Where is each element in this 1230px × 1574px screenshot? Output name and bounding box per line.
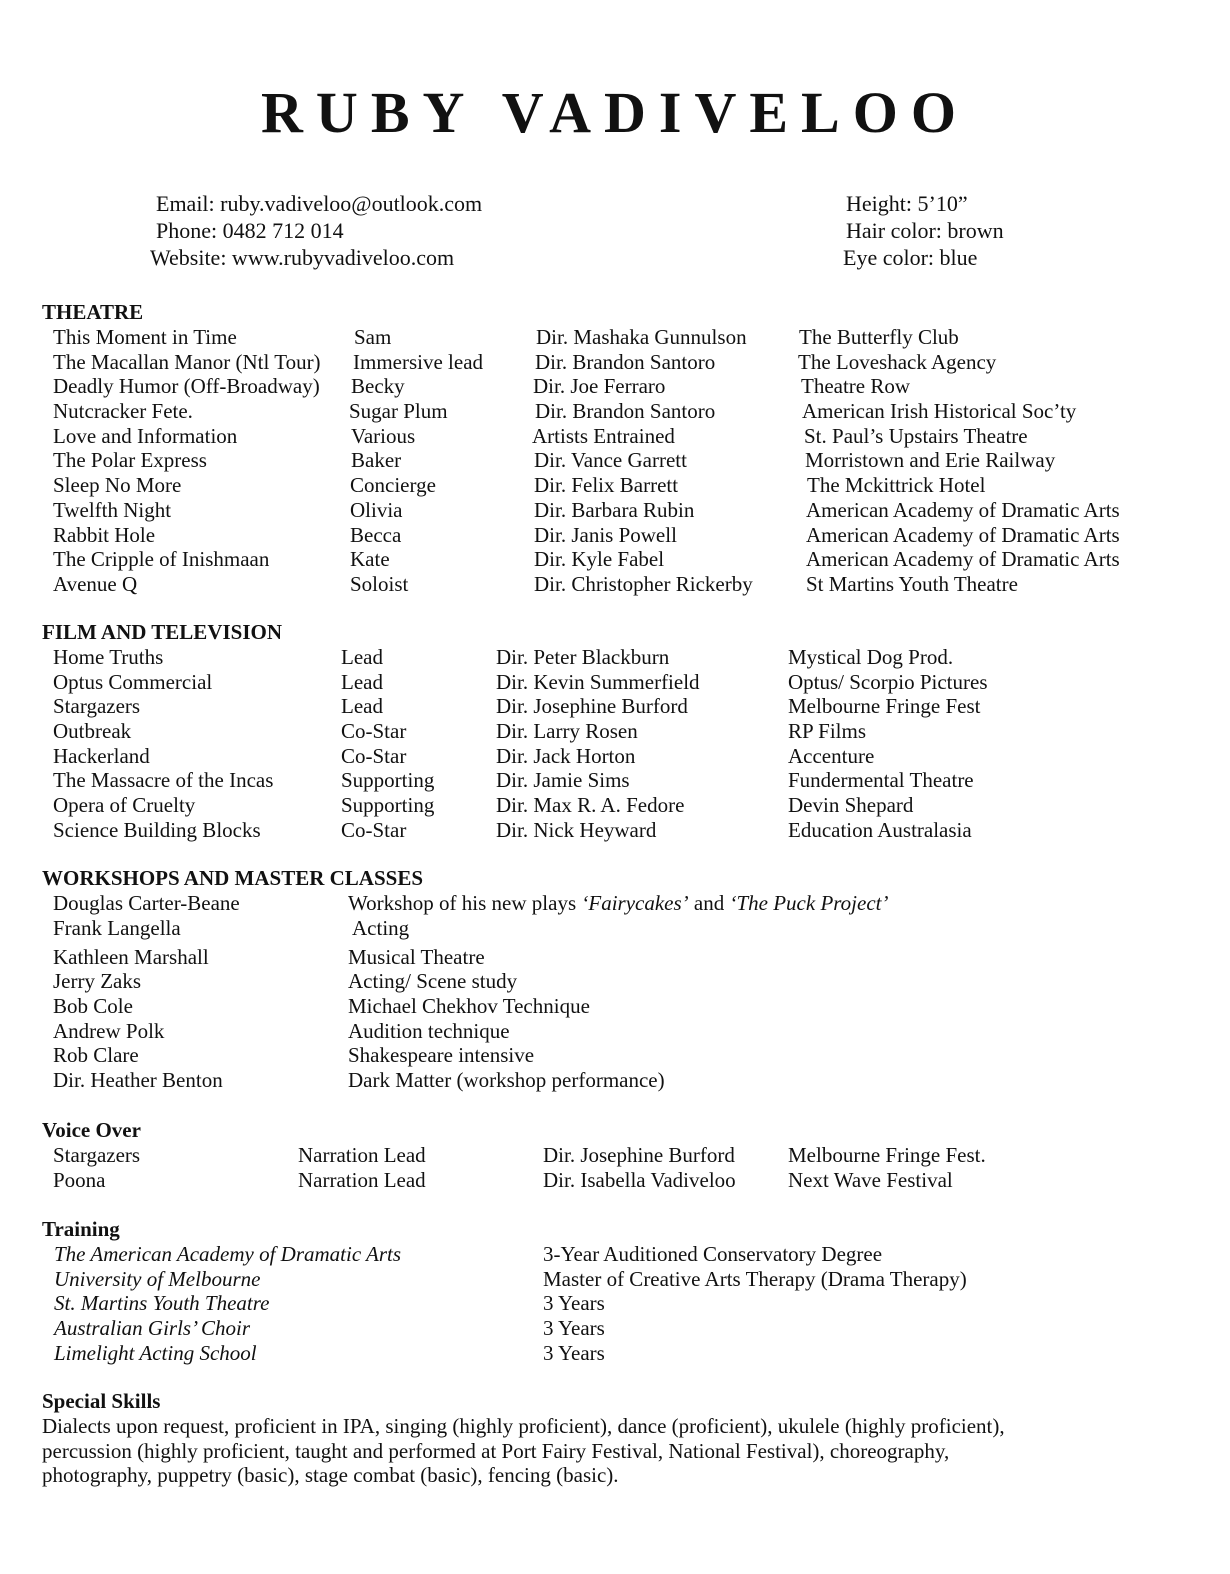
resume-name: RUBY VADIVELOO — [261, 80, 969, 145]
director: Dir. Larry Rosen — [496, 719, 638, 744]
role: Sugar Plum — [349, 399, 448, 424]
role: Immersive lead — [353, 349, 484, 374]
list-item — [42, 891, 1192, 916]
role: Various — [351, 423, 416, 448]
director: Dir. Brandon Santoro — [535, 349, 716, 374]
workshop-subject: Acting/ Scene study — [348, 969, 518, 994]
theatre-section — [42, 300, 1192, 597]
list-item — [42, 1316, 1192, 1341]
program: 3 Years — [543, 1316, 605, 1341]
list-item — [42, 473, 1192, 498]
production-title: Optus Commercial — [53, 669, 213, 694]
workshop-list — [42, 916, 1192, 1093]
list-item — [42, 547, 1192, 572]
website-line: Website: www.rubyvadiveloo.com — [150, 245, 455, 270]
hair-color-line: Hair color: brown — [846, 218, 1004, 243]
production-title: The Polar Express — [53, 448, 207, 473]
teacher-name: Rob Clare — [53, 1043, 139, 1068]
director: Dir. Jack Horton — [496, 743, 636, 768]
production-company: RP Films — [788, 719, 867, 744]
production-title: This Moment in Time — [53, 325, 237, 349]
director: Dir. Kevin Summerfield — [496, 669, 700, 694]
teacher-name: Bob Cole — [53, 994, 133, 1019]
director: Dir. Barbara Rubin — [534, 497, 695, 522]
venue: American Academy of Dramatic Arts — [806, 522, 1120, 547]
director: Dir. Nick Heyward — [496, 817, 657, 842]
role: Sam — [354, 325, 392, 349]
list-item — [42, 719, 1192, 744]
teacher-name: Andrew Polk — [53, 1018, 165, 1043]
venue: St. Paul’s Upstairs Theatre — [804, 423, 1028, 448]
production-title: Science Building Blocks — [53, 817, 261, 842]
list-item — [42, 945, 1192, 970]
role: Baker — [351, 448, 402, 473]
list-item — [42, 994, 1192, 1019]
teacher-name: Douglas Carter-Beane — [53, 891, 240, 915]
list-item — [42, 768, 1192, 793]
voice-over-section — [42, 1118, 1192, 1192]
list-item — [42, 645, 1192, 670]
list-item — [42, 1019, 1192, 1044]
workshop-description: Workshop of his new plays ‘Fairycakes’ and ‘The Puck Project’ — [348, 891, 889, 915]
section-title: FILM AND TELEVISION — [42, 620, 283, 644]
email-line: Email: ruby.vadiveloo@outlook.com — [156, 191, 483, 216]
production-title: Sleep No More — [53, 473, 182, 498]
role: Lead — [341, 669, 383, 694]
section-title: WORKSHOPS AND MASTER CLASSES — [42, 866, 424, 890]
venue: The Loveshack Agency — [798, 349, 997, 374]
production-company: Fundermental Theatre — [788, 768, 974, 793]
role: Supporting — [341, 793, 435, 818]
director: Dir. Christopher Rickerby — [534, 571, 753, 596]
workshops-section — [42, 866, 1192, 1093]
voice-over-list — [42, 1143, 1192, 1192]
production-company: Mystical Dog Prod. — [788, 645, 954, 669]
list-item — [42, 969, 1192, 994]
role: Co-Star — [341, 743, 407, 768]
director: Dir. Josephine Burford — [496, 694, 688, 719]
workshop-subject: Shakespeare intensive — [348, 1043, 535, 1068]
program: 3 Years — [543, 1291, 605, 1316]
list-item — [42, 694, 1192, 719]
section-title: Training — [42, 1217, 120, 1241]
school-name: The American Academy of Dramatic Arts — [54, 1242, 402, 1266]
director: Dir. Max R. A. Fedore — [496, 793, 685, 818]
production-title: Rabbit Hole — [53, 522, 156, 547]
teacher-name: Frank Langella — [53, 915, 181, 940]
production-company: Education Australasia — [788, 817, 972, 842]
production-title: Opera of Cruelty — [53, 793, 196, 818]
section-title: Special Skills — [42, 1389, 161, 1413]
director: Dir. Joe Ferraro — [533, 374, 666, 399]
list-item — [42, 916, 1192, 945]
list-item — [42, 399, 1192, 424]
director: Dir. Felix Barrett — [534, 473, 679, 498]
list-item — [42, 325, 1192, 350]
list-item — [42, 670, 1192, 695]
director: Dir. Vance Garrett — [534, 448, 687, 473]
production-title: Love and Information — [53, 423, 238, 448]
director: Dir. Isabella Vadiveloo — [543, 1167, 736, 1192]
training-section — [42, 1217, 1192, 1365]
production-company: Optus/ Scorpio Pictures — [788, 669, 988, 694]
program: Master of Creative Arts Therapy (Drama Therapy) — [543, 1266, 967, 1291]
height-line: Height: 5’10” — [846, 191, 968, 216]
workshop-subject: Acting — [352, 915, 410, 940]
list-item — [42, 1242, 1192, 1267]
workshop-subject: Dark Matter (workshop performance) — [348, 1068, 665, 1093]
director: Dir. Josephine Burford — [543, 1143, 735, 1167]
list-item — [42, 572, 1192, 597]
director: Dir. Peter Blackburn — [496, 645, 670, 669]
role: Becca — [350, 522, 402, 547]
theatre-list — [42, 325, 1192, 597]
list-item — [42, 1068, 1192, 1093]
production-title: Stargazers — [53, 694, 141, 719]
list-item — [42, 818, 1192, 843]
production-title: Home Truths — [53, 645, 164, 669]
school-name: Limelight Acting School — [54, 1340, 257, 1365]
venue: American Academy of Dramatic Arts — [806, 497, 1120, 522]
role: Concierge — [350, 473, 436, 498]
production-title: Hackerland — [53, 743, 150, 768]
director: Dir. Jamie Sims — [496, 768, 630, 793]
workshop-subject: Musical Theatre — [348, 944, 485, 969]
list-item — [42, 523, 1192, 548]
school-name: St. Martins Youth Theatre — [54, 1291, 270, 1316]
list-item — [42, 1143, 1192, 1168]
list-item — [42, 1341, 1192, 1366]
director: Dir. Mashaka Gunnulson — [536, 325, 747, 349]
role: Narration Lead — [298, 1143, 426, 1167]
section-title: Voice Over — [42, 1118, 141, 1142]
role: Becky — [351, 374, 405, 399]
teacher-name: Jerry Zaks — [53, 969, 142, 994]
list-item — [42, 350, 1192, 375]
production-company: Devin Shepard — [788, 793, 914, 818]
phone-line: Phone: 0482 712 014 — [156, 218, 344, 243]
production-title: Avenue Q — [53, 571, 138, 596]
special-skills-section — [42, 1389, 1192, 1488]
contact-details — [150, 190, 482, 271]
production-title: Stargazers — [53, 1143, 141, 1167]
venue: American Academy of Dramatic Arts — [806, 547, 1120, 572]
production-title: Nutcracker Fete. — [53, 399, 193, 424]
venue: Theatre Row — [801, 374, 911, 399]
list-item — [42, 498, 1192, 523]
program: 3-Year Auditioned Conservatory Degree — [543, 1242, 883, 1266]
role: Olivia — [350, 497, 403, 522]
list-item — [42, 448, 1192, 473]
teacher-name: Dir. Heather Benton — [53, 1068, 223, 1093]
venue: American Irish Historical Soc’ty — [802, 399, 1077, 424]
role: Co-Star — [341, 719, 407, 744]
production-title: The Macallan Manor (Ntl Tour) — [53, 349, 321, 374]
festival: Melbourne Fringe Fest. — [788, 1143, 986, 1167]
teacher-name: Kathleen Marshall — [53, 944, 209, 969]
list-item — [42, 744, 1192, 769]
director: Dir. Janis Powell — [534, 522, 677, 547]
list-item — [42, 793, 1192, 818]
role: Supporting — [341, 768, 435, 793]
list-item — [42, 374, 1192, 399]
role: Narration Lead — [298, 1167, 426, 1192]
venue: The Mckittrick Hotel — [807, 473, 986, 498]
production-title: Twelfth Night — [53, 497, 172, 522]
director: Dir. Brandon Santoro — [535, 399, 716, 424]
film-television-section — [42, 620, 1192, 843]
section-title: THEATRE — [42, 300, 144, 324]
workshop-subject: Michael Chekhov Technique — [348, 994, 590, 1019]
list-item — [42, 424, 1192, 449]
production-company: Melbourne Fringe Fest — [788, 694, 981, 719]
production-title: Poona — [53, 1167, 106, 1192]
role: Kate — [350, 547, 390, 572]
production-title: The Cripple of Inishmaan — [53, 547, 270, 572]
special-skills-text: Dialects upon request, proficient in IPA, singing (highly proficient), dance (proficient), ukulele (highly proficient), percussion (highly proficient, taught and performed at Port Fairy Festival, National Festival), choreography, photography, puppetry (basic), stage combat (basic), fencing (basic). — [42, 1414, 1005, 1487]
list-item — [42, 1291, 1192, 1316]
production-company: Accenture — [788, 743, 875, 768]
role: Soloist — [350, 571, 409, 596]
school-name: University of Melbourne — [54, 1266, 261, 1291]
school-name: Australian Girls’ Choir — [54, 1316, 251, 1341]
role: Lead — [341, 645, 383, 669]
role: Co-Star — [341, 817, 407, 842]
venue: The Butterfly Club — [799, 325, 959, 349]
list-item — [42, 1043, 1192, 1068]
list-item — [42, 1168, 1192, 1193]
director: Dir. Kyle Fabel — [534, 547, 665, 572]
list-item — [42, 1267, 1192, 1292]
venue: St Martins Youth Theatre — [806, 571, 1018, 596]
production-title: Deadly Humor (Off-Broadway) — [53, 374, 320, 399]
production-title: The Massacre of the Incas — [53, 768, 274, 793]
eye-color-line: Eye color: blue — [843, 245, 978, 270]
film-list — [42, 645, 1192, 843]
festival: Next Wave Festival — [788, 1167, 953, 1192]
program: 3 Years — [543, 1340, 605, 1365]
physical-details — [843, 190, 1004, 271]
venue: Morristown and Erie Railway — [805, 448, 1056, 473]
workshop-subject: Audition technique — [348, 1018, 510, 1043]
training-list — [42, 1242, 1192, 1365]
director: Artists Entrained — [532, 423, 675, 448]
role: Lead — [341, 694, 383, 719]
production-title: Outbreak — [53, 719, 132, 744]
